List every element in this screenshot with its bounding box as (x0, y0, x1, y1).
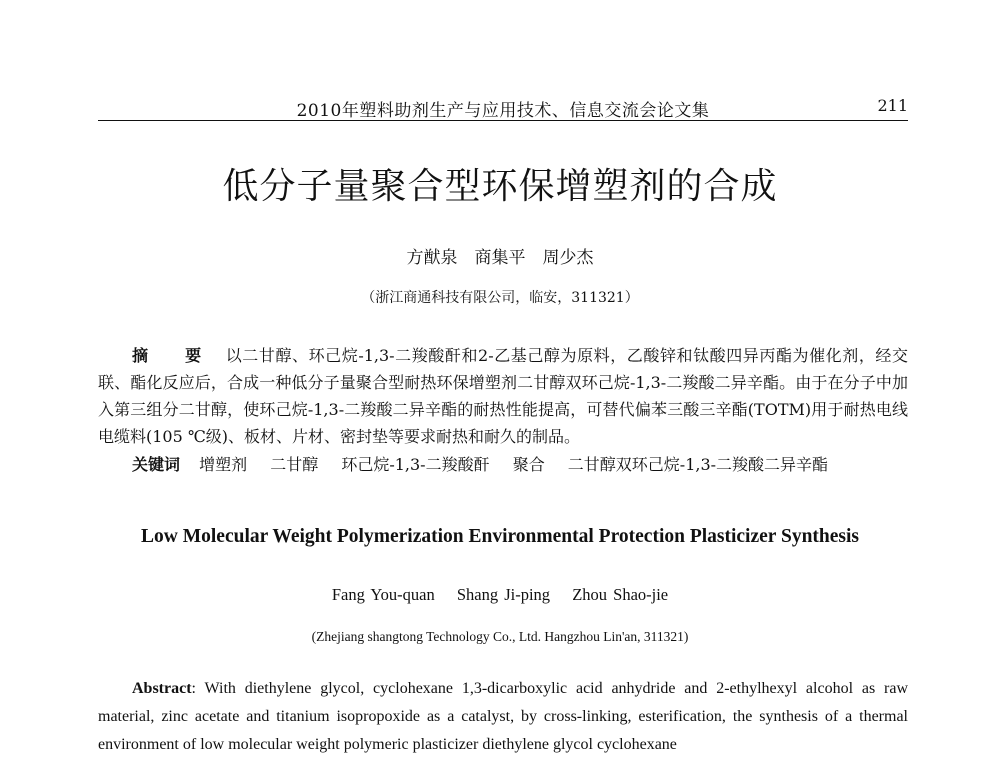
english-abstract-text: : With diethylene glycol, cyclohexane 1,3-dicarboxylic acid anhydride and 2-ethylhexyl alcohol as raw material, zinc acetate and titanium isopropoxide as a catalyst, by cross-linking, esterification, the synthesis of a thermal environment of low molecular weight polymeric plasticizer diethylene glycol cyclohexane (98, 680, 908, 753)
keyword: 二甘醇双环己烷-1,3-二羧酸二异辛酯 (567, 455, 829, 474)
chinese-affiliation: （浙江商通科技有限公司，临安，311321） (361, 290, 639, 306)
english-abstract-label: Abstract (132, 680, 192, 697)
journal-title: 2010年塑料助剂生产与应用技术、信息交流会论文集 (296, 101, 710, 121)
keyword: 增塑剂 (199, 455, 248, 474)
english-abstract (98, 675, 908, 759)
chinese-abstract-text: 以二甘醇、环己烷-1,3-二羧酸酐和2-乙基己醇为原料，乙酸锌和钛酸四异丙酯为催化剂，经交联、酯化反应后，合成一种低分子量聚合型耐热环保增塑剂二甘醇双环己烷-1,3-二羧酸二异辛酯。由于在分子中加入第三组分二甘醇，使环己烷-1,3-二羧酸二异辛酯的耐热性能提高，可替代偏苯三酸三辛酯(TOTM)用于耐热电线电缆料(105 ℃级)、板材、片材、密封垫等要求耐热和耐久的制品。 (98, 346, 908, 446)
running-header (98, 92, 908, 121)
author-name: Zhou Shao-jie (572, 585, 669, 604)
chinese-keywords-label: 关键词 (132, 455, 181, 474)
english-affiliation: (Zhejiang shangtong Technology Co., Ltd. Hangzhou Lin'an, 311321) (311, 629, 689, 644)
english-title: Low Molecular Weight Polymerization Environmental Protection Plasticizer Synthesis (141, 526, 859, 547)
chinese-abstract (98, 342, 908, 450)
english-authors (0, 585, 1000, 605)
chinese-title: 低分子量聚合型环保增塑剂的合成 (222, 166, 778, 207)
chinese-authors: 方猷泉 商集平 周少杰 (406, 248, 594, 268)
author-name: Fang You-quan (331, 585, 435, 604)
chinese-abstract-label: 摘 要 (132, 346, 212, 365)
author-name: Shang Ji-ping (456, 585, 551, 604)
chinese-keywords (98, 451, 908, 478)
keyword: 环己烷-1,3-二羧酸酐 (341, 455, 490, 474)
keyword: 二甘醇 (270, 455, 319, 474)
page-number: 211 (877, 96, 908, 115)
keyword: 聚合 (512, 455, 545, 474)
